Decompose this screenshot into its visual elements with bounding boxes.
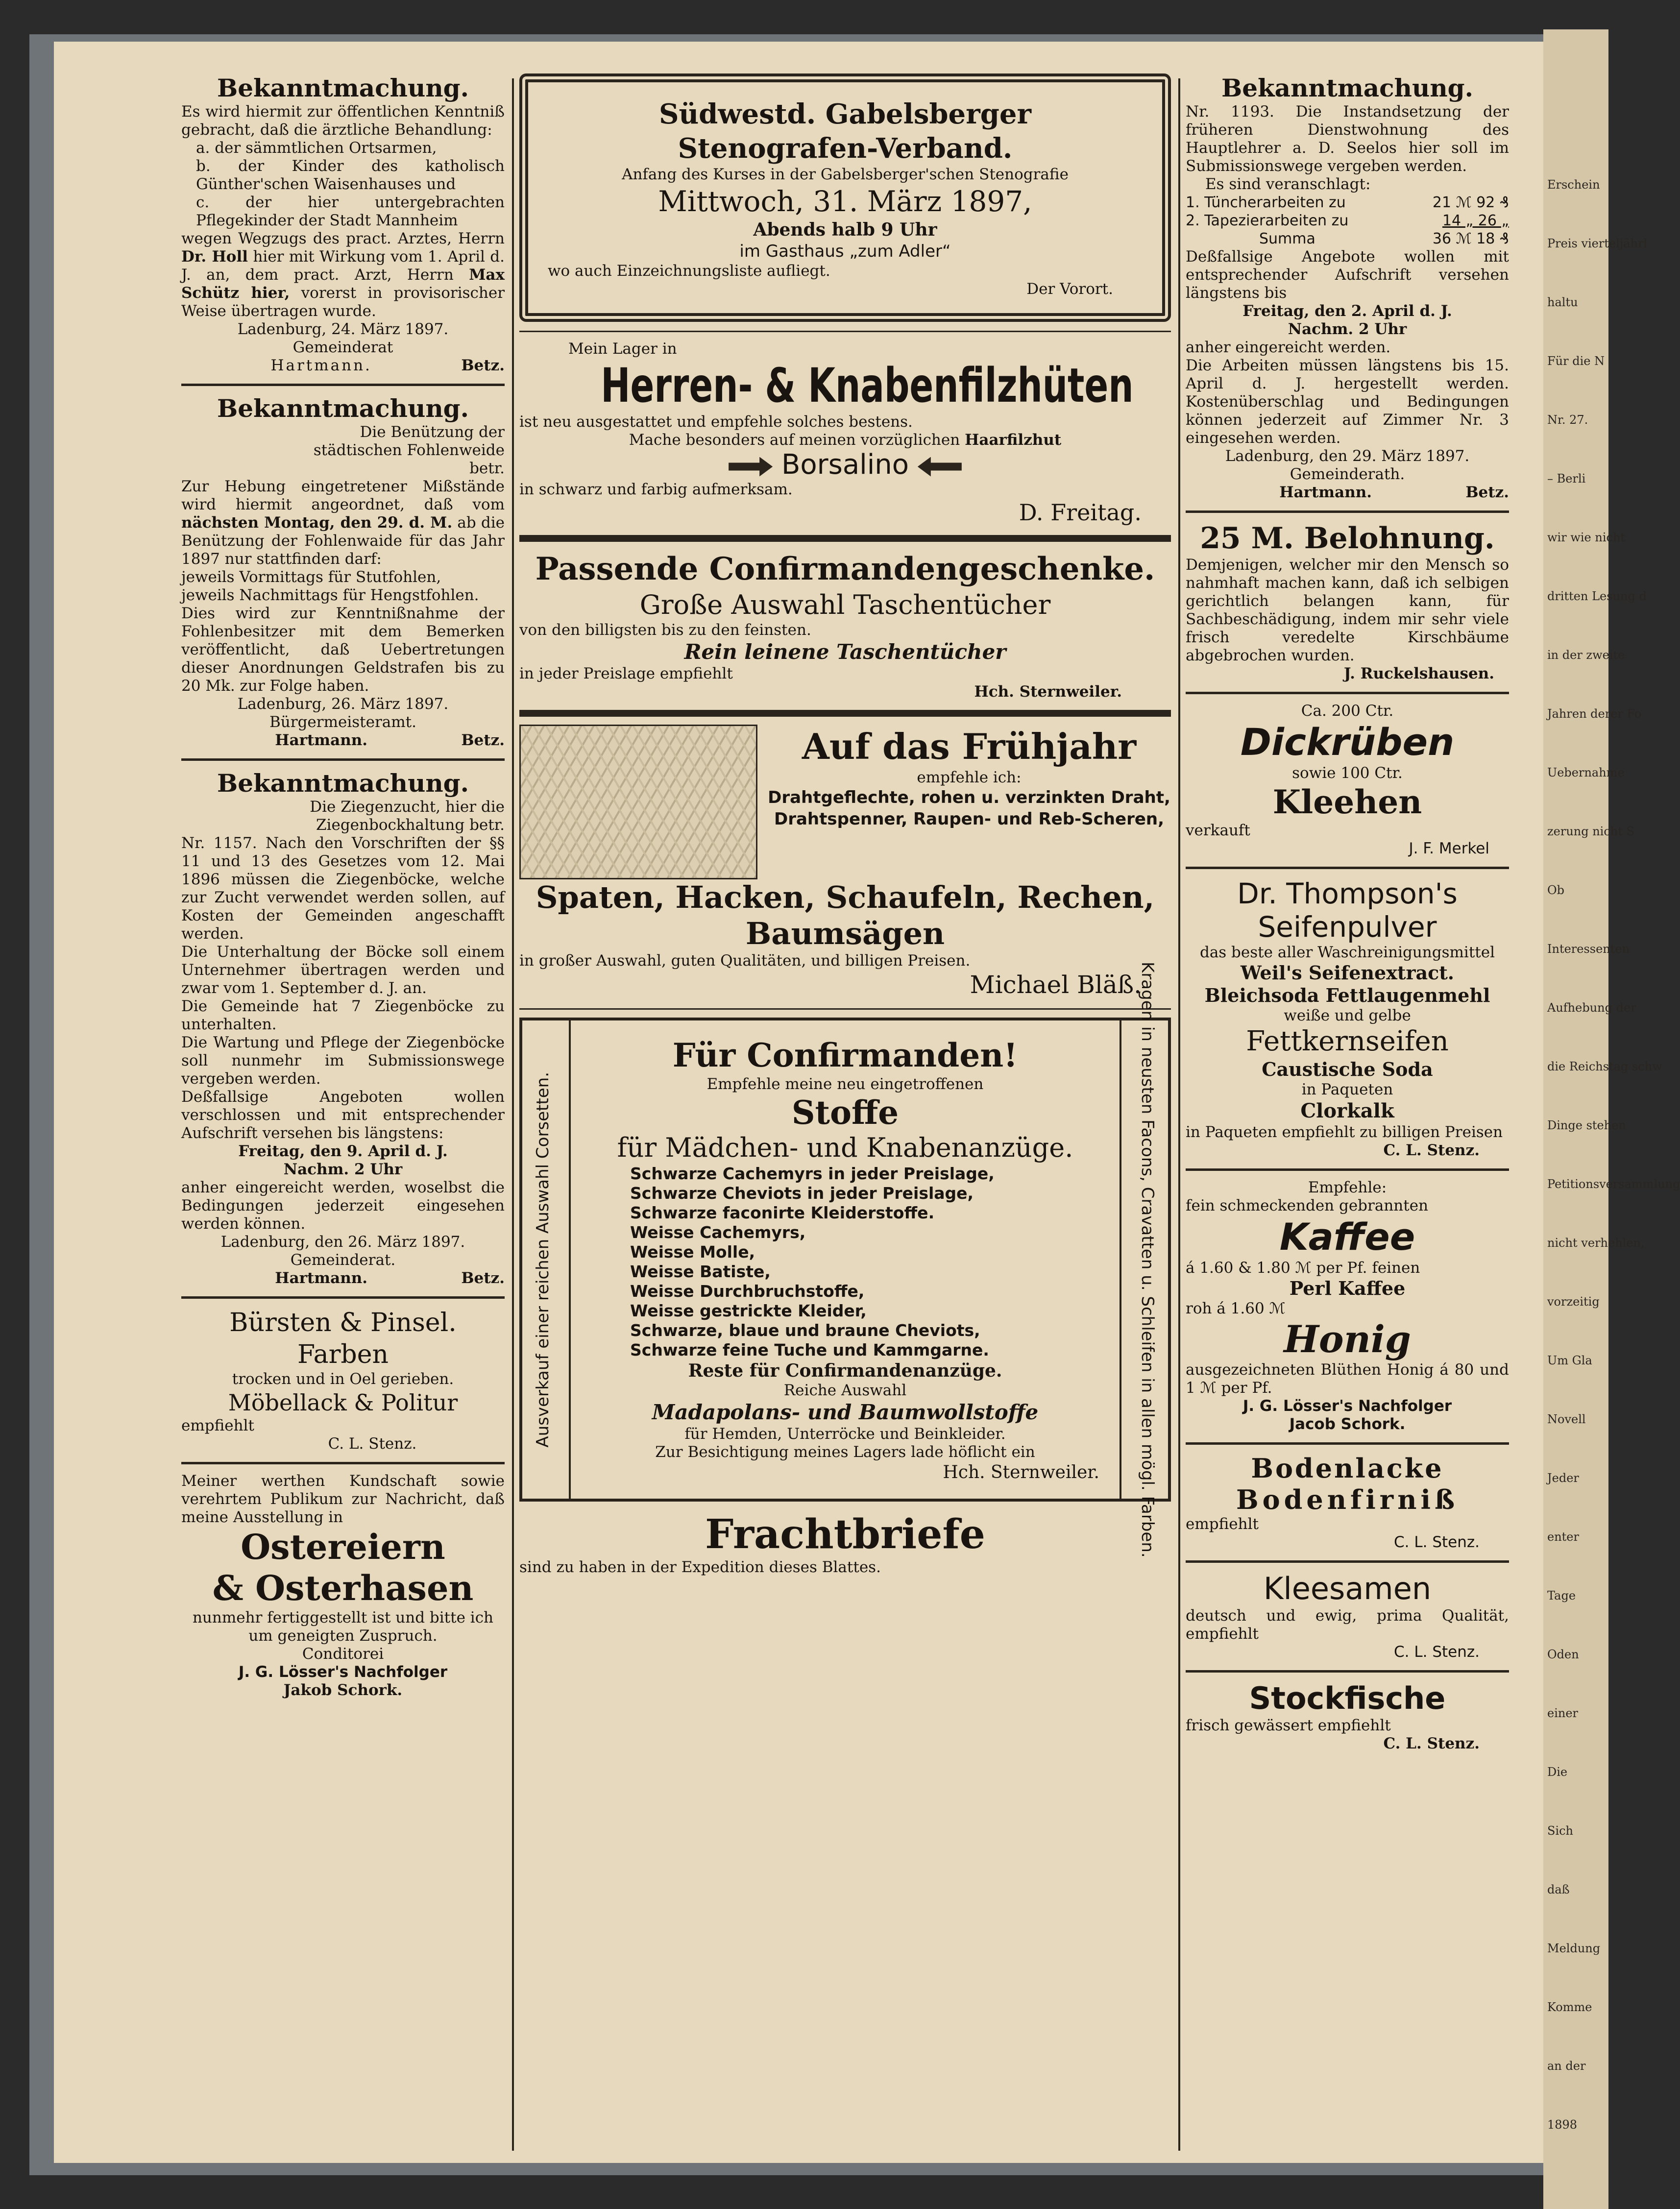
fragment-line: Interessenten bbox=[1547, 942, 1630, 956]
divider bbox=[181, 758, 505, 761]
ad-text: empfiehlt bbox=[181, 1417, 254, 1434]
ad-signature: C. L. Stenz. bbox=[1393, 1643, 1480, 1661]
ad-text: weiße und gelbe bbox=[1284, 1007, 1411, 1024]
fence-chickens-illustration bbox=[519, 725, 757, 879]
fragment-line: wir wie nicht bbox=[1547, 531, 1626, 544]
notice-title: Bekanntmachung. bbox=[217, 73, 469, 102]
fragment-line: Die bbox=[1547, 1765, 1568, 1779]
notice-foal-pasture bbox=[181, 394, 505, 750]
ad-stenography bbox=[519, 73, 1171, 322]
ad-text: deutsch und ewig, prima Qualität, empfiehlt bbox=[1186, 1607, 1509, 1643]
ad-signature: C. L. Stenz. bbox=[1383, 1141, 1480, 1159]
ad-text: trocken und in Oel gerieben. bbox=[232, 1370, 454, 1388]
fabric-list bbox=[576, 1164, 1114, 1360]
list-item: Schwarze, blaue und braune Cheviots, bbox=[630, 1321, 980, 1340]
notice-issuer: Gemeinderath. bbox=[1290, 465, 1405, 483]
fragment-line: Jeder bbox=[1547, 1471, 1579, 1485]
ad-text: ausgezeichneten Blüthen Honig á 80 und 1 ℳ per Pf. bbox=[1186, 1361, 1509, 1397]
list-item: Schwarze faconirte Kleiderstoffe. bbox=[630, 1203, 935, 1222]
ad-coffee-honey bbox=[1186, 1179, 1509, 1433]
divider bbox=[181, 1296, 505, 1299]
ad-text: von den billigsten bis zu den feinsten. bbox=[519, 621, 811, 639]
ad-felt-hats bbox=[519, 340, 1171, 526]
fragment-line: Meldung bbox=[1547, 1942, 1601, 1955]
notice-title: Bekanntmachung. bbox=[1221, 73, 1474, 102]
list-item: Weisse Batiste, bbox=[630, 1262, 771, 1281]
ad-text: Empfehle meine neu eingetroffenen bbox=[706, 1075, 984, 1093]
notice-date: Ladenburg, den 26. März 1897. bbox=[220, 1233, 465, 1251]
ad-text: fein schmeckenden gebrannten bbox=[1186, 1197, 1429, 1214]
ad-reward bbox=[1186, 521, 1509, 683]
notice-subject: Die Benützung der städtischen Fohlenweide betr. bbox=[313, 423, 505, 477]
ad-headline: Farben bbox=[297, 1340, 389, 1369]
notice-text: Nr. 1157. Nach den Vorschriften der §§ 11 und 13 des Gesetzes vom 12. Mai 1896 müssen die Ziegenböcke, welche zur Zucht verwendet werden sollen, auf Kosten der Gemeinden angeschafft werden. bbox=[181, 834, 505, 943]
divider bbox=[1186, 1168, 1509, 1171]
notice-text: Die Wartung und Pflege der Ziegenböcke soll nunmehr im Submissionswege vergeben werden. bbox=[181, 1034, 505, 1088]
notice-text: Dies wird zur Kenntnißnahme der Fohlenbesitzer mit dem Bemerken veröffentlicht, daß Uebertretungen dieser Anordnungen Geldstrafen bis zu 20 Mk. zur Folge haben. bbox=[181, 605, 505, 695]
notice-text: Die Arbeiten müssen längstens bis 15. April d. J. hergestellt werden. Kostenüberschlag und Bedingungen können jederzeit auf Zimmer Nr. 3 eingesehen werden. bbox=[1186, 357, 1509, 447]
ad-headline: Honig bbox=[1284, 1317, 1411, 1361]
list-item: jeweils Nachmittags für Hengstfohlen. bbox=[181, 586, 479, 604]
box-rule bbox=[569, 1020, 571, 1499]
notice-title: Bekanntmachung. bbox=[217, 769, 469, 798]
ad-signature: Jacob Schork. bbox=[1289, 1415, 1406, 1433]
fragment-line: Erschein bbox=[1547, 178, 1600, 192]
ad-brushes bbox=[181, 1307, 505, 1453]
ad-venue: im Gasthaus „zum Adler“ bbox=[739, 242, 951, 261]
notice-issuer: Gemeinderat bbox=[292, 339, 393, 356]
ad-text: in schwarz und farbig aufmerksam. bbox=[519, 481, 793, 498]
ad-text: empfiehlt bbox=[1186, 1515, 1259, 1533]
notice-issuer: Bürgermeisteramt. bbox=[269, 713, 416, 731]
ad-headline: 25 M. Belohnung. bbox=[1200, 521, 1495, 556]
notice-text: Nr. 1193. Die Instandsetzung der früheren Dienstwohnung des Hauptlehrer a. D. Seelos hier soll im Submissionswege vergeben werden. bbox=[1186, 103, 1509, 175]
ad-headline: Fettkernseifen bbox=[1246, 1025, 1449, 1057]
ad-text: verkauft bbox=[1186, 822, 1250, 839]
ad-text: nunmehr fertiggestellt ist und bitte ich um geneigten Zuspruch. bbox=[192, 1609, 494, 1645]
fragment-line: Jahren derer Fo bbox=[1547, 707, 1642, 721]
ad-headline: Bodenlacke bbox=[1251, 1453, 1444, 1484]
ad-headline: Dickrüben bbox=[1240, 720, 1455, 764]
ad-headline: Seifenpulver bbox=[1258, 910, 1437, 944]
fragment-line: Oden bbox=[1547, 1648, 1579, 1661]
notice-text: Die Unterhaltung der Böcke soll einem Unternehmer übertragen werden und zwar vom 1. September d. J. an. bbox=[181, 943, 505, 997]
ad-headline: Baumsägen bbox=[745, 916, 945, 951]
fragment-line: – Berli bbox=[1547, 472, 1586, 485]
ad-text: Demjenigen, welcher mir den Mensch so nahmhaft machen kann, daß ich selbigen gerichtlich belangen kann, für Sachbeschädigung, indem mir sehr viele frisch veredelte Kirschbäume abgebrochen wurden. bbox=[1186, 556, 1509, 664]
fragment-line: Petitionsversammlung bbox=[1547, 1177, 1680, 1191]
ad-headline: Frachtbriefe bbox=[705, 1511, 985, 1558]
list-item: a. der sämmtlichen Ortsarmen, bbox=[196, 139, 437, 157]
notice-deadline: Nachm. 2 Uhr bbox=[1288, 320, 1407, 338]
ad-text: Drahtspenner, Raupen- und Reb-Scheren, bbox=[774, 809, 1165, 829]
notice-text: anher eingereicht werden. bbox=[1186, 339, 1391, 356]
ad-subheadline: Caustische Soda bbox=[1262, 1058, 1433, 1080]
ad-headline: Kaffee bbox=[1279, 1215, 1415, 1259]
fragment-line: vorzeitig bbox=[1547, 1295, 1600, 1309]
list-item: Schwarze Cheviots in jeder Preislage, bbox=[630, 1184, 974, 1203]
ad-text: empfehle ich: bbox=[917, 769, 1022, 786]
ad-headline: Stoffe bbox=[791, 1093, 899, 1132]
ad-text: Meiner werthen Kundschaft sowie verehrtem Publikum zur Nachricht, daß meine Ausstellung in bbox=[181, 1472, 505, 1526]
fragment-line: Komme bbox=[1547, 2000, 1592, 2014]
ad-headline: & Osterhasen bbox=[212, 1568, 474, 1608]
ad-text: Anfang des Kurses in der Gabelsberger'schen Stenografie bbox=[622, 166, 1069, 183]
divider bbox=[519, 1008, 1171, 1010]
notice-text: Deßfallsige Angeboten wollen verschlossen und mit entsprechender Aufschrift versehen bis längstens: bbox=[181, 1088, 505, 1142]
ad-headline: Stenografen-Verband. bbox=[678, 132, 1013, 165]
ad-signature: J. Ruckelshausen. bbox=[1343, 665, 1494, 682]
ad-text: in Paqueten empfiehlt zu billigen Preisen bbox=[1186, 1123, 1503, 1141]
notice-deadline: Freitag, den 9. April d. J. bbox=[238, 1142, 448, 1160]
ad-text: á 1.60 & 1.80 ℳ per Pf. feinen bbox=[1186, 1259, 1420, 1277]
fragment-line: die Reichstag schw bbox=[1547, 1060, 1662, 1073]
ad-headline: Möbellack & Politur bbox=[228, 1389, 458, 1416]
divider bbox=[1186, 1560, 1509, 1563]
column-right bbox=[1186, 73, 1509, 1762]
fragment-line: Novell bbox=[1547, 1412, 1586, 1426]
ad-headline: Südwestd. Gabelsberger bbox=[659, 98, 1031, 130]
divider bbox=[1186, 1442, 1509, 1445]
notice-date: Ladenburg, den 29. März 1897. bbox=[1225, 447, 1470, 465]
ad-headline: Herren- & Knabenfilzhüten bbox=[601, 358, 1134, 413]
brand-row bbox=[519, 449, 1171, 481]
ad-signature: Michael Bläß. bbox=[970, 971, 1142, 999]
notice-text: Es wird hiermit zur öffentlichen Kenntniß gebracht, daß die ärztliche Behandlung: bbox=[181, 103, 505, 139]
ad-signature: C. L. Stenz. bbox=[328, 1435, 417, 1453]
notice-text: Die Gemeinde hat 7 Ziegenböcke zu unterhalten. bbox=[181, 997, 505, 1033]
divider bbox=[519, 535, 1171, 542]
ad-signature: C. L. Stenz. bbox=[1393, 1533, 1480, 1551]
fragment-line: Um Gla bbox=[1547, 1354, 1592, 1367]
ad-text: das beste aller Waschreinigungsmittel bbox=[1199, 944, 1495, 961]
ad-text: sowie 100 Ctr. bbox=[1292, 764, 1403, 782]
ad-text: in jeder Preislage empfiehlt bbox=[519, 665, 733, 682]
ad-signature: Jakob Schork. bbox=[283, 1681, 403, 1699]
ad-text: roh á 1.60 ℳ bbox=[1186, 1300, 1286, 1317]
ad-floor-lacquer bbox=[1186, 1453, 1509, 1552]
notice-issuer: Gemeinderat. bbox=[290, 1251, 396, 1269]
column-left bbox=[181, 73, 505, 1708]
ad-headline: Bodenfirniß bbox=[1236, 1484, 1459, 1515]
notice-text: Es sind veranschlagt: bbox=[1205, 175, 1371, 193]
fragment-line: Sich bbox=[1547, 1824, 1574, 1838]
fragment-line: nicht verhehlen, bbox=[1547, 1236, 1645, 1250]
fragment-line: dritten Lesung d bbox=[1547, 589, 1647, 603]
list-item: Weisse Durchbruchstoffe, bbox=[630, 1282, 865, 1301]
ad-signature: Der Vorort. bbox=[1026, 280, 1113, 298]
fragment-line: Dinge stehen bbox=[1547, 1118, 1626, 1132]
ad-headline: Passende Confirmandengeschenke. bbox=[535, 551, 1155, 587]
fragment-line: Preis vierteljährl bbox=[1547, 237, 1648, 250]
ad-text: Ca. 200 Ctr. bbox=[1301, 702, 1394, 720]
pointing-hand-icon bbox=[729, 457, 773, 477]
ad-signature: D. Freitag. bbox=[1019, 499, 1142, 526]
notice-text: Zur Hebung eingetretener Mißstände wird hiermit angeordnet, daß vom nächsten Montag, den 29. d. M. ab die Benützung der Fohlenwaide für das Jahr 1897 nur stattfinden darf: bbox=[181, 478, 505, 568]
ad-headline: Spaten, Hacken, Schaufeln, Rechen, bbox=[536, 879, 1155, 915]
ad-stockfish bbox=[1186, 1680, 1509, 1753]
ad-text: Drahtgeflechte, rohen u. verzinkten Draht, bbox=[768, 788, 1170, 807]
ad-time: Abends halb 9 Uhr bbox=[753, 219, 937, 240]
fragment-line: 1898 bbox=[1547, 2118, 1578, 2132]
ad-text: für Hemden, Unterröcke und Beinkleider. bbox=[684, 1425, 1006, 1443]
ad-headline: Stockfische bbox=[1249, 1680, 1446, 1716]
fragment-line: Nr. 27. bbox=[1547, 413, 1588, 427]
box-rule bbox=[1120, 1020, 1121, 1499]
notice-text: Deßfallsige Angebote wollen mit entsprechender Aufschrift versehen längstens bis bbox=[1186, 248, 1509, 302]
notice-signature: Hartmann. Betz. bbox=[275, 1269, 505, 1287]
ad-text: sind zu haben in der Expedition dieses Blattes. bbox=[519, 1558, 881, 1576]
ad-date: Mittwoch, 31. März 1897, bbox=[658, 185, 1032, 218]
cost-row: 2. Tapezierarbeiten zu 14 „ 26 „ bbox=[1186, 212, 1509, 229]
ad-headline: Große Auswahl Taschentücher bbox=[639, 589, 1051, 620]
ad-headline: Ostereiern bbox=[241, 1527, 445, 1567]
divider bbox=[1186, 692, 1509, 694]
ad-subheadline: Clorkalk bbox=[1300, 1099, 1394, 1122]
divider bbox=[1186, 867, 1509, 869]
ad-headline: Bürsten & Pinsel. bbox=[229, 1308, 457, 1337]
notice-deadline: Nachm. 2 Uhr bbox=[283, 1161, 403, 1178]
fragment-line: Tage bbox=[1547, 1589, 1576, 1602]
ad-beets bbox=[1186, 702, 1509, 858]
notice-title: Bekanntmachung. bbox=[217, 394, 469, 423]
ad-text: Empfehle: bbox=[1308, 1179, 1387, 1196]
divider bbox=[519, 331, 1171, 332]
cost-total: Summa 36 ℳ 18 ₰ bbox=[1259, 230, 1509, 247]
ad-text: wo auch Einzeichnungsliste aufliegt. bbox=[548, 262, 830, 280]
fragment-line: Uebernahme bbox=[1547, 766, 1625, 779]
list-item: jeweils Vormittags für Stutfohlen, bbox=[181, 568, 441, 586]
brand-name: Borsalino bbox=[781, 449, 909, 481]
divider bbox=[181, 384, 505, 386]
ad-signature: Hch. Sternweiler. bbox=[943, 1462, 1099, 1482]
notice-text: wegen Wegzugs des pract. Arztes, Herrn Dr. Holl hier mit Wirkung vom 1. April d. J. an, dem pract. Arzt, Herrn Max Schütz hier, vorerst in provisorischer Weise übertragen wurde. bbox=[181, 230, 505, 320]
ad-text: Reiche Auswahl bbox=[783, 1382, 907, 1399]
ad-waybills bbox=[519, 1510, 1171, 1577]
ad-confirmation-gifts bbox=[519, 550, 1171, 701]
divider bbox=[519, 710, 1171, 717]
ad-headline: Für Confirmanden! bbox=[672, 1036, 1018, 1074]
notice-date: Ladenburg, 24. März 1897. bbox=[237, 320, 449, 338]
ad-subheadline: für Mädchen- und Knabenanzüge. bbox=[617, 1132, 1073, 1163]
fragment-line: Ob bbox=[1547, 883, 1565, 897]
notice-deadline: Freitag, den 2. April d. J. bbox=[1242, 302, 1452, 320]
ad-signature: Hch. Sternweiler. bbox=[974, 683, 1122, 701]
ad-headline: Kleesamen bbox=[1263, 1571, 1432, 1606]
fragment-line: Für die N bbox=[1547, 354, 1605, 368]
ad-headline: Dr. Thompson's bbox=[1237, 877, 1458, 910]
divider bbox=[1186, 510, 1509, 513]
notice-physician bbox=[181, 73, 505, 375]
ad-signature: J. G. Lösser's Nachfolger bbox=[238, 1663, 448, 1681]
fragment-line: enter bbox=[1547, 1530, 1579, 1544]
notice-signature: Hartmann. Betz. bbox=[1279, 484, 1509, 501]
ad-text: in Paqueten bbox=[1301, 1081, 1393, 1098]
fragment-line: daß bbox=[1547, 1883, 1570, 1896]
column-rule bbox=[512, 78, 514, 2151]
notice-signature: Hartmann. Betz. bbox=[275, 731, 505, 749]
divider bbox=[1186, 1670, 1509, 1673]
ad-easter bbox=[181, 1472, 505, 1699]
ad-subheadline: Perl Kaffee bbox=[1289, 1277, 1406, 1299]
notice-subject: Die Ziegenzucht, hier die Ziegenbockhaltung betr. bbox=[310, 798, 505, 834]
adjacent-page-fragment bbox=[1543, 29, 1680, 2209]
side-text-left: Ausverkauf einer reichen Auswahl Corsetten. bbox=[533, 1071, 553, 1448]
notice-date: Ladenburg, 26. März 1897. bbox=[237, 695, 449, 713]
notice-renovation bbox=[1186, 73, 1509, 502]
ad-clover-seed bbox=[1186, 1571, 1509, 1661]
fragment-line: zerung nicht S bbox=[1547, 825, 1634, 838]
ad-spring-hardware bbox=[519, 725, 1171, 999]
notice-text: anher eingereicht werden, woselbst die Bedingungen jederzeit eingesehen werden können. bbox=[181, 1179, 505, 1233]
list-item: Schwarze Cachemyrs in jeder Preislage, bbox=[630, 1164, 995, 1183]
ad-subheadline: Madapolans- und Baumwollstoffe bbox=[652, 1400, 1039, 1424]
ad-headline: Auf das Frühjahr bbox=[802, 726, 1137, 767]
ad-text: Zur Besichtigung meines Lagers lade höflicht ein bbox=[655, 1443, 1035, 1461]
ad-text: Mein Lager in bbox=[568, 340, 677, 358]
fragment-line: haltu bbox=[1547, 295, 1578, 309]
ad-text: Reste für Confirmandenanzüge. bbox=[688, 1360, 1002, 1381]
ad-subheadline: Weil's Seifenextract. bbox=[1240, 962, 1455, 984]
ad-text: in großer Auswahl, guten Qualitäten, und billigen Preisen. bbox=[519, 952, 971, 970]
ad-headline: Kleehen bbox=[1272, 783, 1422, 821]
fragment-line: an der bbox=[1547, 2059, 1586, 2073]
ad-subheadline: Rein leinene Taschentücher bbox=[684, 640, 1006, 664]
list-item: b. der Kinder des katholisch Günther'schen Waisenhauses und bbox=[196, 157, 505, 193]
cost-row: 1. Tüncherarbeiten zu 21 ℳ 92 ₰ bbox=[1186, 194, 1509, 211]
pointing-hand-icon bbox=[918, 457, 962, 477]
notice-goat-breeding bbox=[181, 769, 505, 1287]
divider bbox=[181, 1462, 505, 1464]
ad-text: ist neu ausgestattet und empfehle solches bestens. bbox=[519, 413, 913, 431]
column-rule bbox=[1178, 78, 1180, 2151]
list-item: Weisse Cachemyrs, bbox=[630, 1223, 806, 1242]
list-item: Schwarze feine Tuche und Kammgarne. bbox=[630, 1340, 989, 1359]
ad-signature: J. F. Merkel bbox=[1409, 840, 1489, 857]
notice-signature: Hartmann. Betz. bbox=[270, 357, 505, 374]
fragment-line: Aufhebung der bbox=[1547, 1001, 1636, 1015]
list-item: Weisse Molle, bbox=[630, 1242, 755, 1262]
ad-text: Conditorei bbox=[302, 1645, 384, 1663]
ad-text: Mache besonders auf meinen vorzüglichen Haarfilzhut bbox=[629, 431, 1062, 449]
list-item: c. der hier untergebrachten Pflegekinder der Stadt Mannheim bbox=[196, 194, 505, 229]
ad-subheadline: Bleichsoda Fettlaugenmehl bbox=[1204, 984, 1490, 1006]
list-item: Weisse gestrickte Kleider, bbox=[630, 1301, 867, 1320]
ad-signature: C. L. Stenz. bbox=[1383, 1735, 1480, 1752]
side-text-right: Kragen in neusten Facons, Cravatten u. Schleifen in allen mögl. Farben. bbox=[1138, 961, 1157, 1558]
ad-text: frisch gewässert empfiehlt bbox=[1186, 1717, 1391, 1734]
fragment-line: einer bbox=[1547, 1706, 1579, 1720]
fragment-line: in der zweite bbox=[1547, 648, 1625, 662]
ad-soap bbox=[1186, 877, 1509, 1160]
column-center bbox=[519, 73, 1171, 1585]
ad-signature: J. G. Lösser's Nachfolger bbox=[1242, 1397, 1452, 1415]
